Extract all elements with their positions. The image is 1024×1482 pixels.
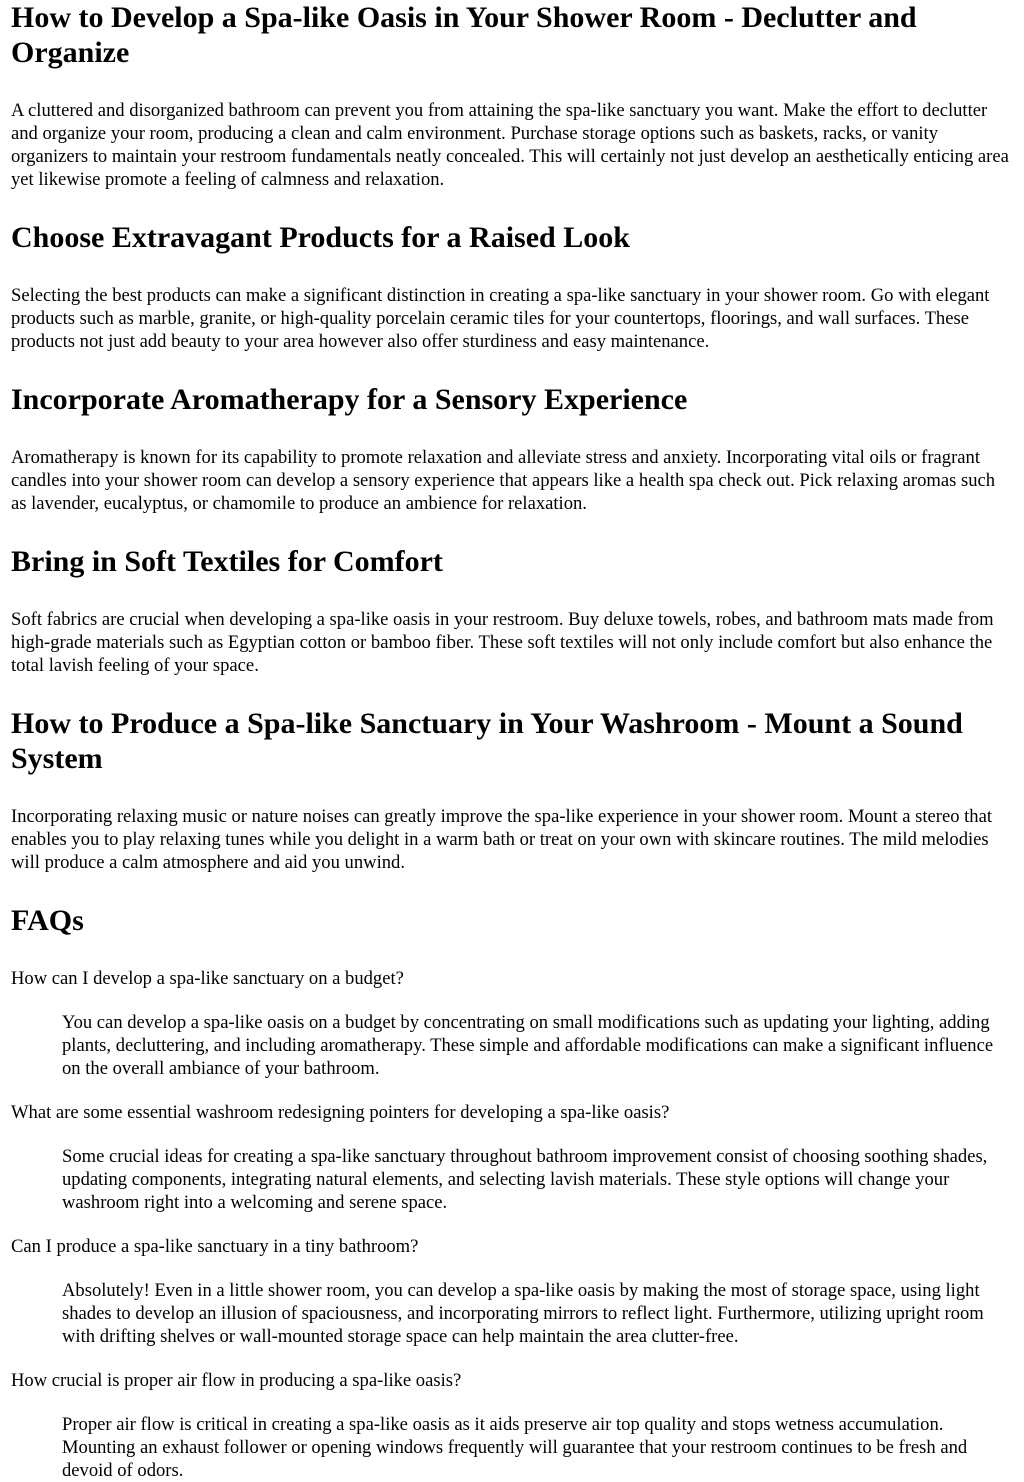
faq-question: How crucial is proper air flow in producing a spa-like oasis? bbox=[11, 1370, 462, 1391]
section-declutter bbox=[11, 0, 1012, 191]
section-heading: How to Produce a Spa-like Sanctuary in Your Washroom - Mount a Sound System bbox=[11, 707, 963, 775]
section-body: A cluttered and disorganized bathroom can prevent you from attaining the spa-like sanctuary you want. Make the effort to declutter and organize your room, producing a clean and calm environment. Purchase storage options such as baskets, racks, or vanity organizers to maintain your restroom fundamentals neatly concealed. This will certainly not just develop an aesthetically enticing area yet likewise promote a feeling of calmness and relaxation. bbox=[11, 100, 1009, 190]
faq-question: How can I develop a spa-like sanctuary on a budget? bbox=[11, 968, 404, 989]
faq-answer: You can develop a spa-like oasis on a budget by concentrating on small modifications such as updating your lighting, adding plants, decluttering, and including aromatherapy. These simple and affordable modifications can make a significant influence on the overall ambiance of your bathroom. bbox=[62, 1012, 994, 1079]
section-body: Soft fabrics are crucial when developing a spa-like oasis in your restroom. Buy deluxe towels, robes, and bathroom mats made from high-grade materials such as Egyptian cotton or bamboo fiber. These soft textiles will not only include comfort but also enhance the total lavish feeling of your space. bbox=[11, 609, 994, 676]
faq-list bbox=[11, 967, 1012, 1482]
section-heading: Bring in Soft Textiles for Comfort bbox=[11, 545, 443, 578]
section-body: Selecting the best products can make a significant distinction in creating a spa-like sanctuary in your shower room. Go with elegant products such as marble, granite, or high-quality porcelain ceramic tiles for your countertops, floorings, and wall surfaces. These products not just add beauty to your area however also offer sturdiness and easy maintenance. bbox=[11, 285, 990, 352]
section-aromatherapy bbox=[11, 382, 1012, 515]
section-body: Aromatherapy is known for its capability to promote relaxation and alleviate stress and anxiety. Incorporating vital oils or fragrant candles into your shower room can develop a sensory experience that appears like a health spa check out. Pick relaxing aromas such as lavender, eucalyptus, or chamomile to produce an ambience for relaxation. bbox=[11, 447, 996, 514]
section-heading: Choose Extravagant Products for a Raised Look bbox=[11, 221, 630, 254]
faq-question: What are some essential washroom redesigning pointers for developing a spa-like oasis? bbox=[11, 1102, 670, 1123]
section-materials bbox=[11, 220, 1012, 353]
faq-heading: FAQs bbox=[11, 904, 84, 937]
section-heading: Incorporate Aromatherapy for a Sensory Experience bbox=[11, 383, 688, 416]
faq-answer: Proper air flow is critical in creating a spa-like oasis as it aids preserve air top quality and stops wetness accumulation. Mounting an exhaust follower or opening windows frequently will guarantee that your restroom continues to be fresh and devoid of odors. bbox=[62, 1414, 968, 1481]
section-body: Incorporating relaxing music or nature noises can greatly improve the spa-like experience in your shower room. Mount a stereo that enables you to play relaxing tunes while you delight in a warm bath or treat on your own with skincare routines. The mild melodies will produce a calm atmosphere and aid you unwind. bbox=[11, 806, 993, 873]
section-textiles bbox=[11, 544, 1012, 677]
faq-answer: Some crucial ideas for creating a spa-like sanctuary throughout bathroom improvement consist of choosing soothing shades, updating components, integrating natural elements, and selecting lavish materials. These style options will change your washroom right into a welcoming and serene space. bbox=[62, 1146, 988, 1213]
faq-question: Can I produce a spa-like sanctuary in a tiny bathroom? bbox=[11, 1236, 419, 1257]
section-sound-system bbox=[11, 706, 1012, 874]
section-heading: How to Develop a Spa-like Oasis in Your Shower Room - Declutter and Organize bbox=[11, 1, 917, 69]
faq-answer: Absolutely! Even in a little shower room, you can develop a spa-like oasis by making the most of storage space, using light shades to develop an illusion of spaciousness, and incorporating mirrors to reflect light. Furthermore, utilizing upright room with drifting shelves or wall-mounted storage space can help maintain the area clutter-free. bbox=[62, 1280, 984, 1347]
